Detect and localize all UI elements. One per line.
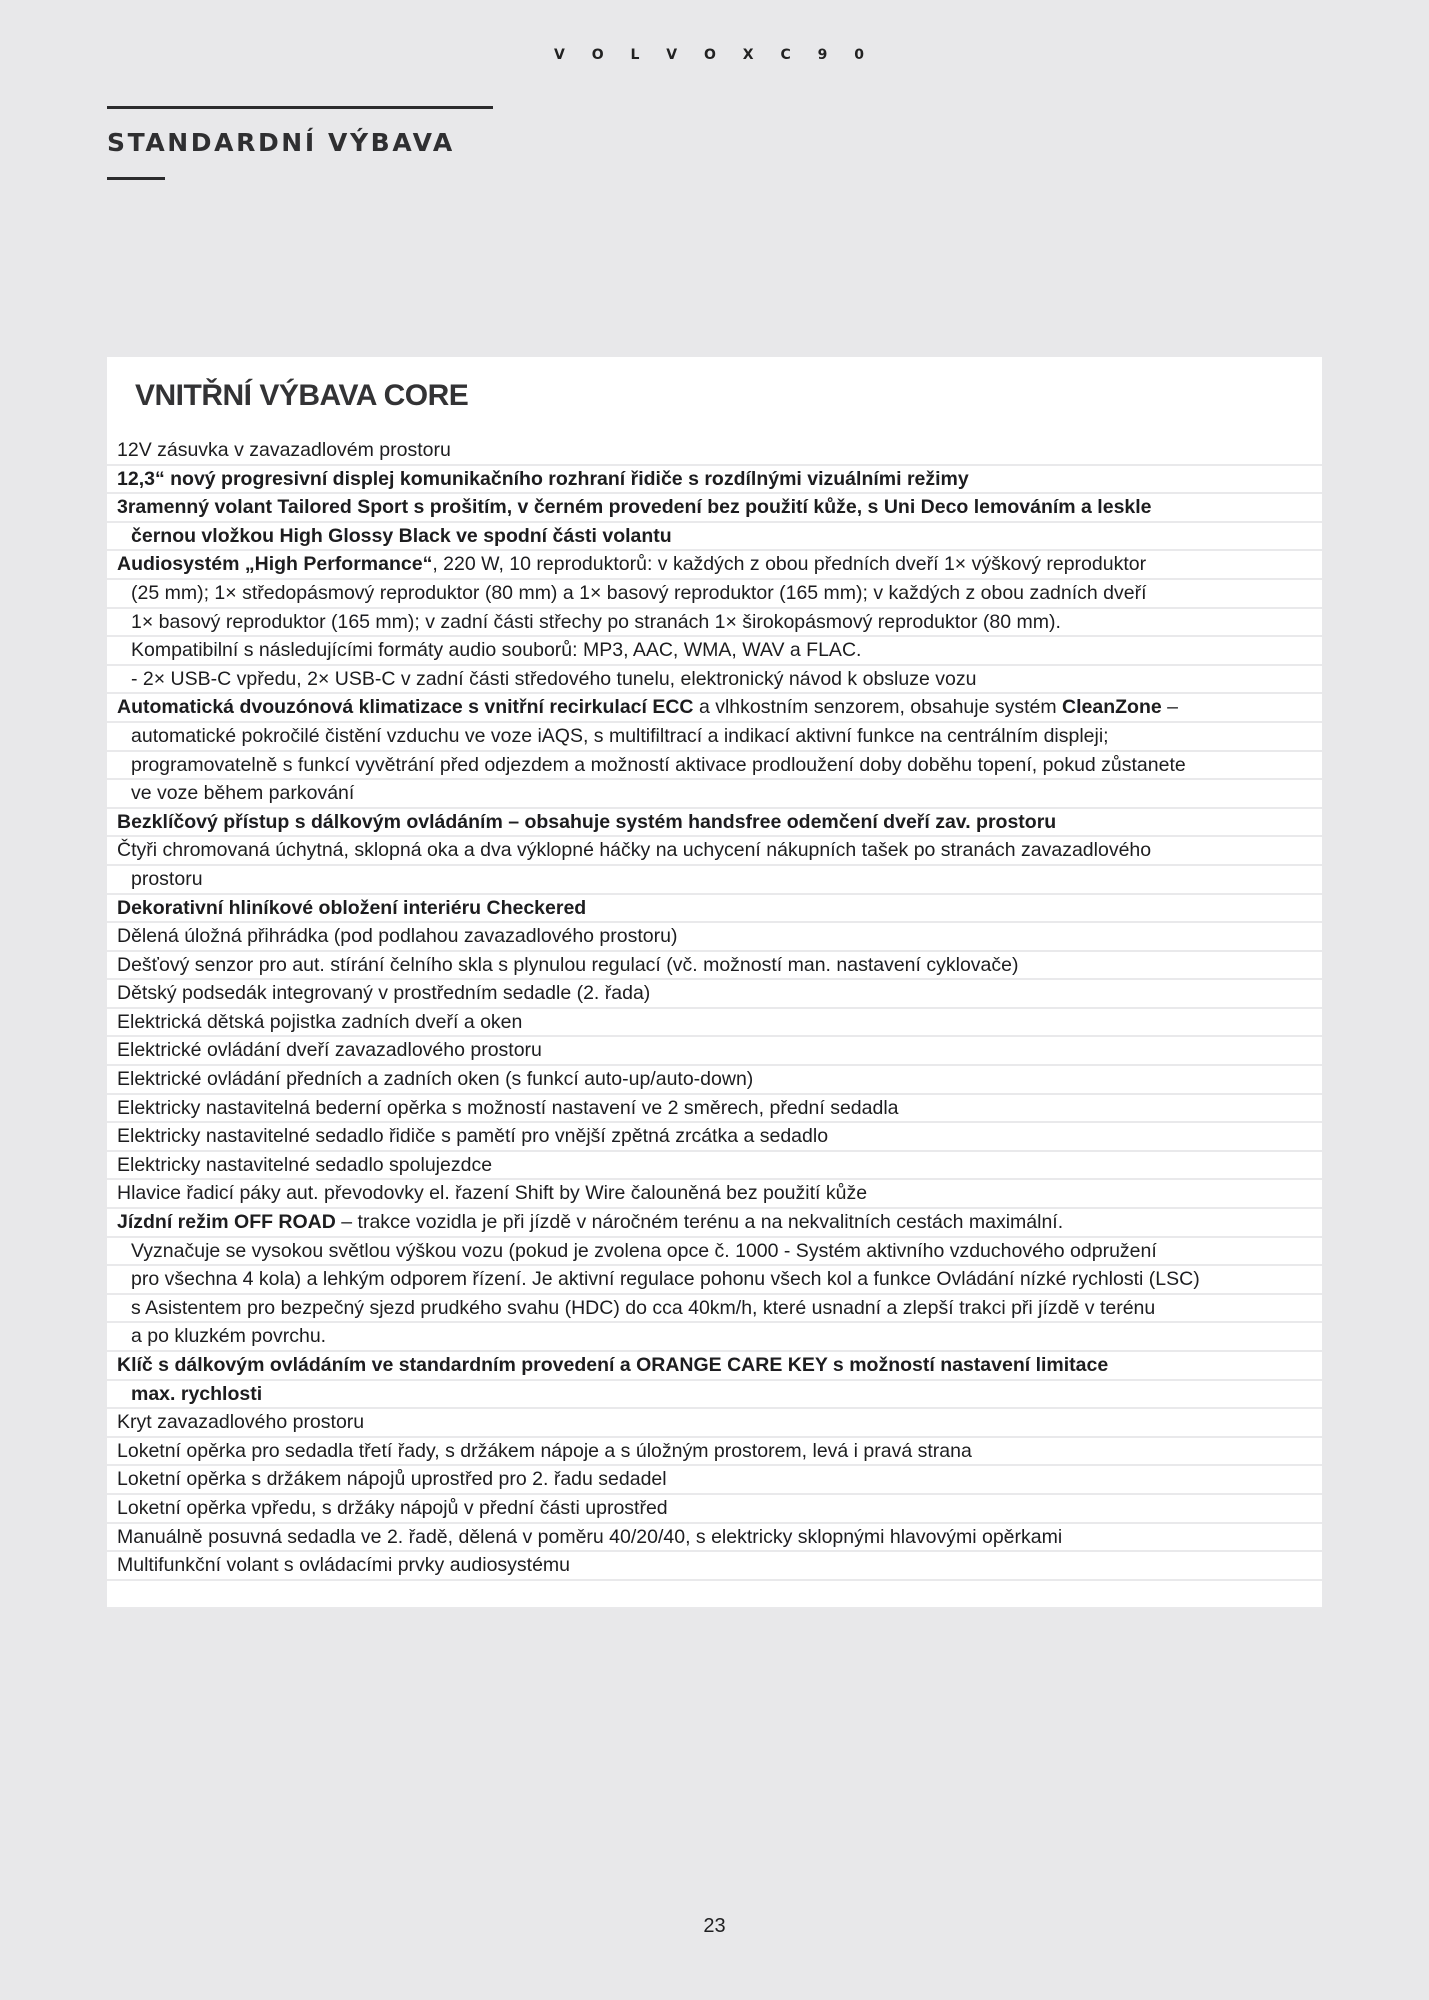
spec-text: automatické pokročilé čistění vzduchu ve voze iAQS, s multifiltrací a indikací aktivní funkce na centrálním displeji; — [131, 724, 1109, 747]
spec-text: Elektricky nastavitelná bederní opěrka s možností nastavení ve 2 směrech, přední sedadla — [117, 1096, 899, 1119]
spec-text-bold: černou vložkou High Glossy Black ve spodní části volantu — [131, 524, 672, 547]
spec-row-continuation — [107, 1266, 1322, 1295]
spec-row-continuation — [107, 723, 1322, 752]
spec-row — [107, 1066, 1322, 1095]
spec-row-continuation — [107, 609, 1322, 638]
spec-row-continuation — [107, 666, 1322, 695]
spec-text-bold: Automatická dvouzónová klimatizace s vnitřní recirkulací ECC — [117, 696, 694, 719]
spec-row — [107, 980, 1322, 1009]
spec-text: Multifunkční volant s ovládacími prvky audiosystému — [117, 1554, 571, 1577]
spec-row — [107, 809, 1322, 838]
spec-row — [107, 694, 1322, 723]
spec-table — [107, 357, 1322, 1607]
spec-text: Vyznačuje se vysokou světlou výškou vozu (pokud je zvolena opce č. 1000 - Systém aktivního vzduchového odpružení — [131, 1239, 1157, 1262]
spec-row — [107, 895, 1322, 924]
spec-text: Hlavice řadicí páky aut. převodovky el. řazení Shift by Wire čalouněná bez použití kůže — [117, 1182, 868, 1205]
spec-text-bold: 3ramenný volant Tailored Sport s prošitím, v černém provedení bez použití kůže, s Uni Deco lemováním a leskle — [117, 496, 1152, 519]
spec-text-bold: Audiosystém „High Performance“ — [117, 553, 433, 576]
spec-row — [107, 1037, 1322, 1066]
brand-header: V O L V O X C 9 0 — [554, 47, 875, 63]
spec-row — [107, 437, 1322, 466]
spec-text-bold: Jízdní režim OFF ROAD — [117, 1211, 336, 1234]
spec-row — [107, 494, 1322, 523]
spec-text-bold: Bezklíčový přístup s dálkovým ovládáním – obsahuje systém handsfree odemčení dveří zav. prostoru — [117, 810, 1057, 833]
spec-text: Loketní opěrka pro sedadla třetí řady, s držákem nápoje a s úložným prostorem, levá i pravá strana — [117, 1439, 972, 1462]
top-rule-divider — [107, 106, 493, 109]
spec-text: pro všechna 4 kola) a lehkým odporem řízení. Je aktivní regulace pohonu všech kol a funkce Ovládání nízké rychlosti (LSC) — [131, 1268, 1200, 1291]
spec-text: s Asistentem pro bezpečný sjezd prudkého svahu (HDC) do cca 40km/h, které usnadní a zlepší trakci při jízdě v terénu — [131, 1296, 1156, 1319]
spec-row-continuation — [107, 1381, 1322, 1410]
spec-text: Dešťový senzor pro aut. stírání čelního skla s plynulou regulací (vč. možností man. nastavení cyklovače) — [117, 953, 1019, 976]
spec-row — [107, 1009, 1322, 1038]
spec-row-continuation — [107, 1323, 1322, 1352]
short-rule-divider — [107, 177, 165, 180]
spec-row — [107, 551, 1322, 580]
spec-row — [107, 1409, 1322, 1438]
spec-text: - 2× USB-C vpředu, 2× USB-C v zadní části středového tunelu, elektronický návod k obsluze vozu — [131, 667, 977, 690]
spec-text: , 220 W, 10 reproduktorů: v každých z obou předních dveří 1× výškový reproduktor — [432, 553, 1147, 576]
spec-text: Manuálně posuvná sedadla ve 2. řadě, dělená v poměru 40/20/40, s elektricky sklopnými hlavovými opěrkami — [117, 1525, 1063, 1548]
spec-row — [107, 952, 1322, 981]
spec-text: 12V zásuvka v zavazadlovém prostoru — [117, 439, 451, 461]
spec-text-bold: CleanZone — [1062, 696, 1162, 719]
spec-text: – — [1161, 696, 1178, 719]
spec-text: – trakce vozidla je při jízdě v náročném terénu a na nekvalitních cestách maximální. — [335, 1211, 1064, 1234]
spec-row — [107, 1180, 1322, 1209]
spec-row-continuation — [107, 1295, 1322, 1324]
spec-row — [107, 1095, 1322, 1124]
spec-row — [107, 466, 1322, 495]
spec-text: Elektricky nastavitelné sedadlo řidiče s pamětí pro vnější zpětná zrcátka a sedadlo — [117, 1125, 829, 1148]
spec-row — [107, 837, 1322, 866]
spec-text: Elektrická dětská pojistka zadních dveří a oken — [117, 1010, 523, 1033]
spec-text-bold: 12,3“ nový progresivní displej komunikačního rozhraní řidiče s rozdílnými vizuálními režimy — [117, 467, 969, 490]
spec-row — [107, 1209, 1322, 1238]
spec-text: a vlhkostním senzorem, obsahuje systém — [693, 696, 1063, 719]
spec-row-continuation — [107, 637, 1322, 666]
spec-row-empty — [107, 1581, 1322, 1610]
spec-text: Dětský podsedák integrovaný v prostředním sedadle (2. řada) — [117, 982, 651, 1005]
spec-row — [107, 1152, 1322, 1181]
spec-text: Kryt zavazadlového prostoru — [117, 1411, 365, 1434]
spec-text: Elektricky nastavitelné sedadlo spolujezdce — [117, 1153, 493, 1176]
spec-text: ve voze během parkování — [131, 782, 355, 805]
spec-row-continuation — [107, 1238, 1322, 1267]
spec-row-continuation — [107, 866, 1322, 895]
spec-text: a po kluzkém povrchu. — [131, 1325, 327, 1348]
spec-row-continuation — [107, 523, 1322, 552]
spec-text: Loketní opěrka s držákem nápojů uprostřed pro 2. řadu sedadel — [117, 1468, 667, 1491]
spec-text: Elektrické ovládání dveří zavazadlového prostoru — [117, 1039, 542, 1062]
spec-row — [107, 1352, 1322, 1381]
spec-text: Čtyři chromovaná úchytná, sklopná oka a dva výklopné háčky na uchycení nákupních tašek po stranách zavazadlového — [117, 839, 1152, 862]
spec-row — [107, 1524, 1322, 1553]
spec-row — [107, 1466, 1322, 1495]
spec-row — [107, 1123, 1322, 1152]
spec-row — [107, 1552, 1322, 1581]
page-title: STANDARDNÍ VÝBAVA — [107, 128, 455, 157]
spec-row — [107, 923, 1322, 952]
spec-row — [107, 1438, 1322, 1467]
spec-text: 1× basový reproduktor (165 mm); v zadní části střechy po stranách 1× širokopásmový reproduktor (80 mm). — [131, 610, 1061, 633]
spec-list — [107, 437, 1322, 1609]
spec-row-continuation — [107, 752, 1322, 781]
spec-row — [107, 1495, 1322, 1524]
spec-text: Loketní opěrka vpředu, s držáky nápojů v přední části uprostřed — [117, 1496, 668, 1519]
spec-text: (25 mm); 1× středopásmový reproduktor (80 mm) a 1× basový reproduktor (165 mm); v každých z obou zadních dveří — [131, 581, 1147, 604]
spec-text-bold: max. rychlosti — [131, 1382, 263, 1405]
spec-text: Kompatibilní s následujícími formáty audio souborů: MP3, AAC, WMA, WAV a FLAC. — [131, 639, 862, 662]
spec-text: prostoru — [131, 867, 203, 890]
page-number: 23 — [703, 1915, 726, 1937]
spec-text: programovatelně s funkcí vyvětrání před odjezdem a možností aktivace prodloužení doby doběhu topení, pokud zůstanete — [131, 753, 1186, 776]
section-title: VNITŘNÍ VÝBAVA CORE — [135, 379, 469, 412]
spec-text: Dělená úložná přihrádka (pod podlahou zavazadlového prostoru) — [117, 925, 678, 948]
spec-text-bold: Klíč s dálkovým ovládáním ve standardním provedení a ORANGE CARE KEY s možností nastavení limitace — [117, 1354, 1109, 1376]
spec-text-bold: Dekorativní hliníkové obložení interiéru Checkered — [117, 896, 587, 919]
spec-text: Elektrické ovládání předních a zadních oken (s funkcí auto-up/auto-down) — [117, 1068, 754, 1091]
spec-row-continuation — [107, 780, 1322, 809]
spec-row-continuation — [107, 580, 1322, 609]
